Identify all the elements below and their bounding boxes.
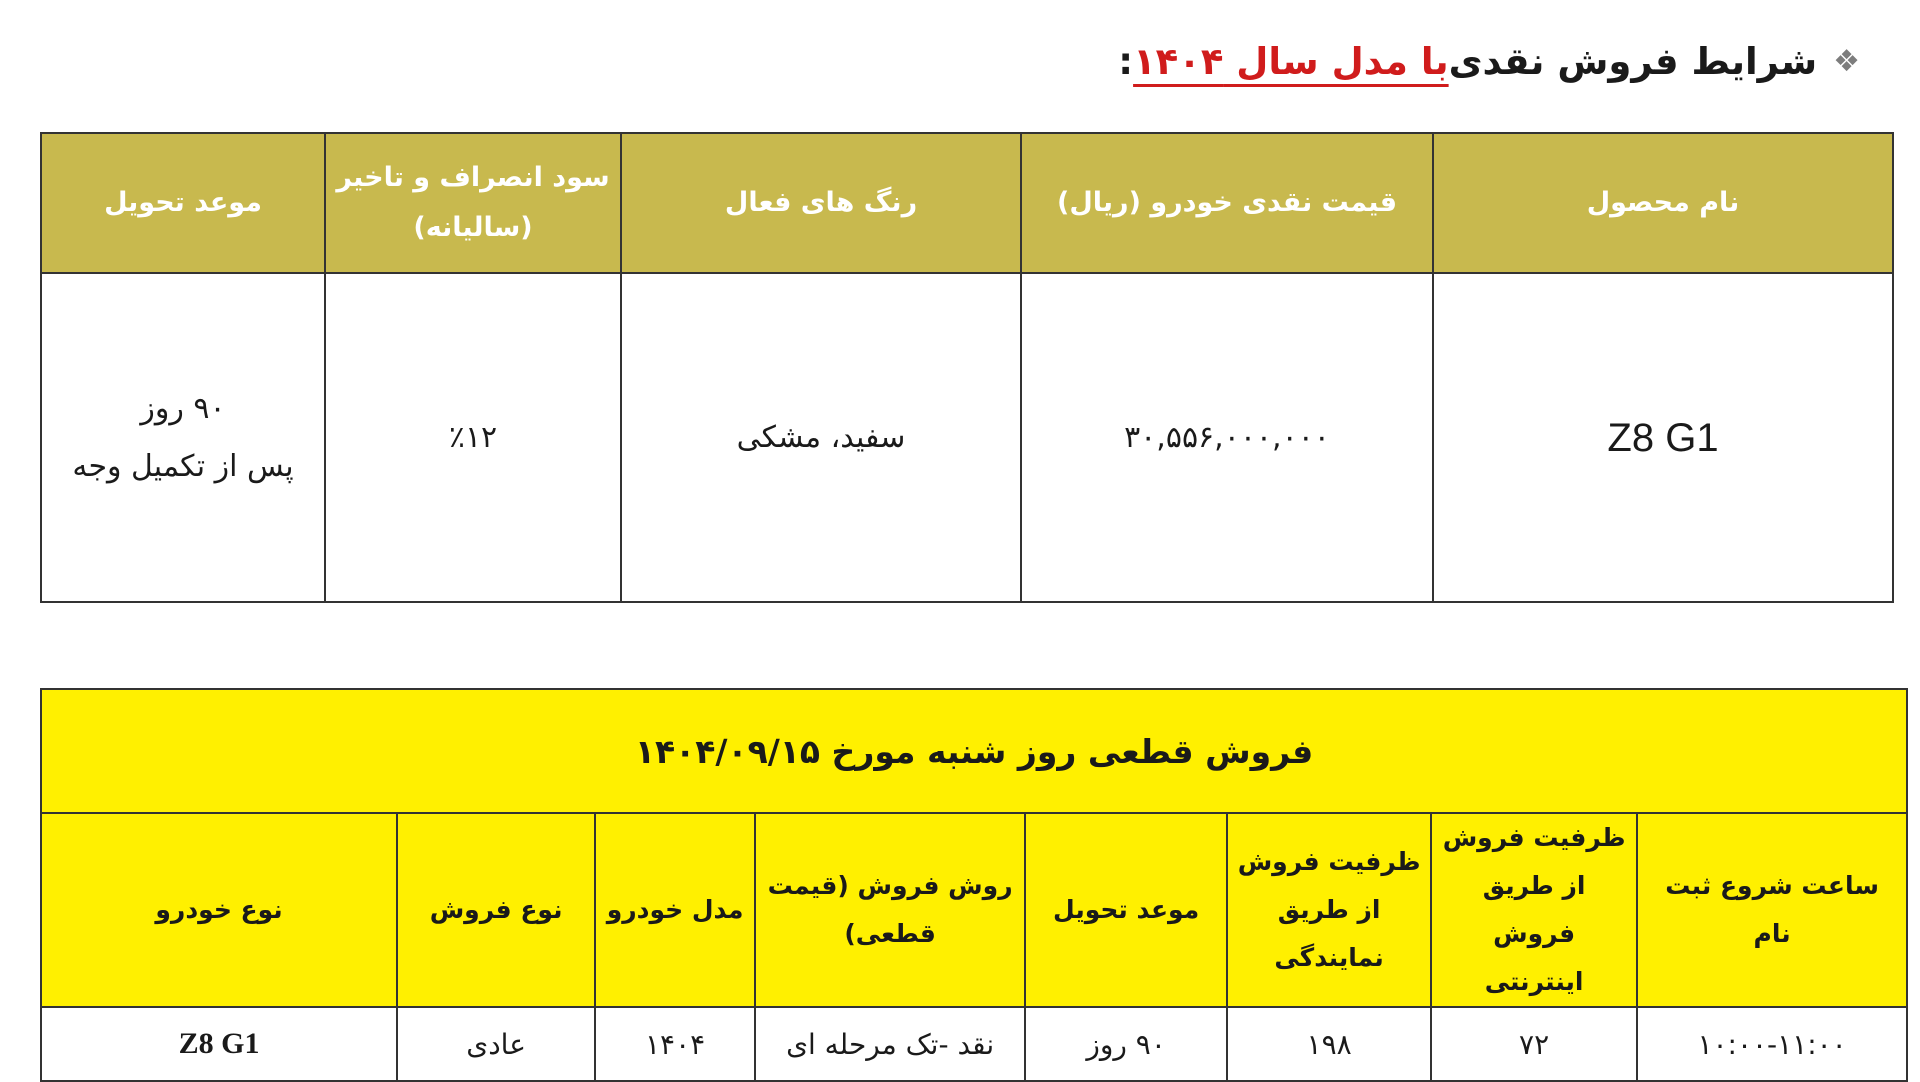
header-car-type: نوع خودرو xyxy=(41,813,397,1007)
header-product-name: نام محصول xyxy=(1433,133,1893,273)
cell-sale-method: نقد -تک مرحله ای xyxy=(755,1007,1025,1081)
header-delivery-time: موعد تحویل xyxy=(41,133,325,273)
delivery-days: ۹۰ روز xyxy=(140,390,226,426)
cell-sale-type: عادی xyxy=(397,1007,595,1081)
header-interest-rate: سود انصراف و تاخیر (سالیانه) xyxy=(325,133,621,273)
cell-start-time: ۱۰:۰۰-۱۱:۰۰ xyxy=(1637,1007,1907,1081)
final-sale-table xyxy=(40,688,1908,1082)
cell-internet-capacity: ۷۲ xyxy=(1431,1007,1637,1081)
cell-car-type: Z8 G1 xyxy=(41,1007,397,1081)
heading-model-year: با مدل سال ۱۴۰۴ xyxy=(1133,40,1449,83)
cell-interest-rate: ٪۱۲ xyxy=(325,273,621,602)
cell-delivery: ۹۰ روز xyxy=(1025,1007,1227,1081)
header-model-year: مدل خودرو xyxy=(595,813,755,1007)
cash-sale-table xyxy=(40,132,1894,603)
cell-cash-price: ۳۰,۵۵۶,۰۰۰,۰۰۰ xyxy=(1021,273,1433,602)
header-active-colors: رنگ های فعال xyxy=(621,133,1021,273)
section-heading xyxy=(1118,40,1860,83)
heading-text: شرایط فروش نقدی xyxy=(1448,40,1818,83)
heading-colon: : xyxy=(1118,40,1134,83)
table-header-row xyxy=(41,813,1907,1007)
delivery-condition: پس از تکمیل وجه xyxy=(72,448,294,484)
diamond-bullet-icon: ❖ xyxy=(1833,44,1860,79)
cell-active-colors: سفید، مشکی xyxy=(621,273,1021,602)
header-sale-type: نوع فروش xyxy=(397,813,595,1007)
sale-title-row xyxy=(41,689,1907,813)
cell-model-year: ۱۴۰۴ xyxy=(595,1007,755,1081)
header-sale-method: روش فروش (قیمت قطعی) xyxy=(755,813,1025,1007)
header-cash-price: قیمت نقدی خودرو (ریال) xyxy=(1021,133,1433,273)
cell-delivery-time xyxy=(41,273,325,602)
table-row xyxy=(41,273,1893,602)
header-delivery: موعد تحویل xyxy=(1025,813,1227,1007)
sale-table-title: فروش قطعی روز شنبه مورخ ۱۴۰۴/۰۹/۱۵ xyxy=(41,689,1907,813)
header-start-time: ساعت شروع ثبت نام xyxy=(1637,813,1907,1007)
header-dealer-capacity: ظرفیت فروش از طریق نمایندگی xyxy=(1227,813,1431,1007)
table-header-row xyxy=(41,133,1893,273)
cell-product-name: Z8 G1 xyxy=(1433,273,1893,602)
table-row xyxy=(41,1007,1907,1081)
header-internet-capacity: ظرفیت فروش از طریق فروش اینترنتی xyxy=(1431,813,1637,1007)
cell-dealer-capacity: ۱۹۸ xyxy=(1227,1007,1431,1081)
